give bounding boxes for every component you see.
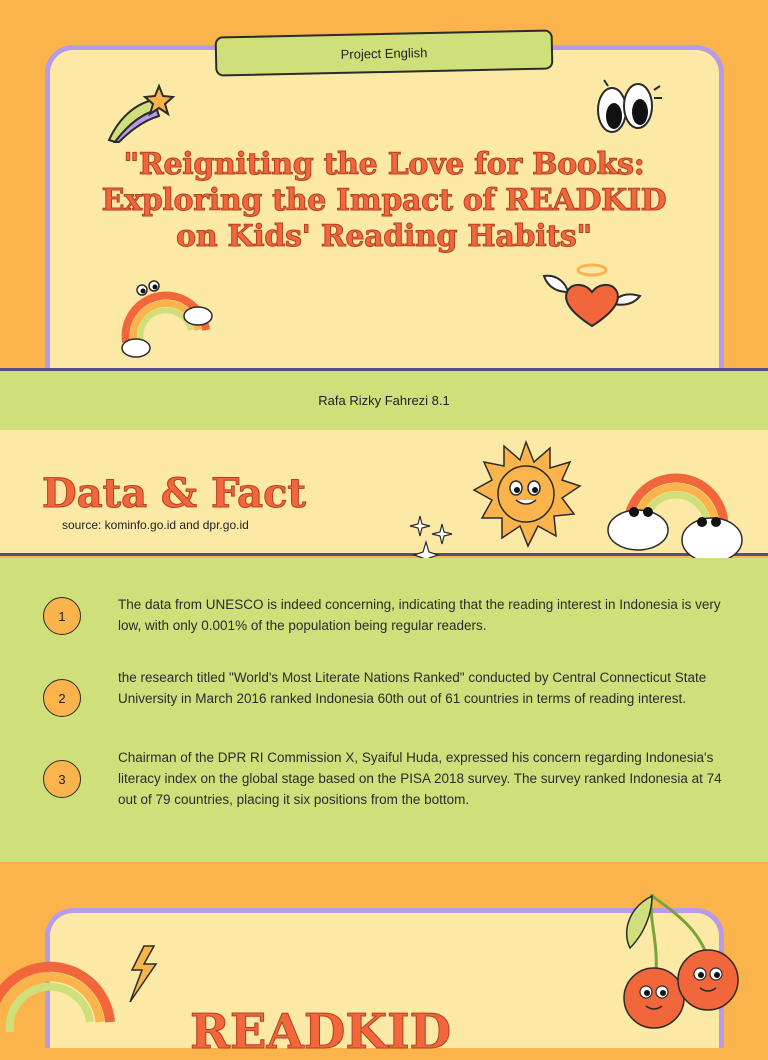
fact-text: Chairman of the DPR RI Commission X, Syaiful Huda, expressed his concern regarding Indonesia's literacy index on the global stage based on the PISA 2018 survey. The survey ranked Indonesia at 74 out of 79 countries, placing it six positions from the bottom. xyxy=(118,750,722,807)
source-text: source: kominfo.go.id and dpr.go.id xyxy=(62,518,249,532)
fact-text: The data from UNESCO is indeed concerning, indicating that the reading interest in Indonesia is very low, with only 0.001% of the population being regular readers. xyxy=(118,597,721,633)
section-title: Data & Fact xyxy=(42,470,306,517)
page-title: "Reigniting the Love for Books: Exploring the Impact of READKID on Kids' Reading Habits" xyxy=(101,147,667,254)
shooting-star-icon xyxy=(105,82,177,144)
cartoon-eyes-icon xyxy=(596,76,664,142)
rainbow-clouds-icon xyxy=(604,462,746,568)
rainbow-icon xyxy=(118,272,214,362)
winged-heart-icon xyxy=(540,262,644,330)
fact-number-badge: 1 xyxy=(43,597,81,635)
author-name: Rafa Rizky Fahrezi 8.1 xyxy=(318,393,450,408)
rainbow-icon xyxy=(0,952,120,1024)
fact-text: the research titled "World's Most Literate Nations Ranked" conducted by Central Connecticut State University in March 2016 ranked Indonesia 60th out of 61 countries in terms of reading interest. xyxy=(118,670,707,706)
author-band xyxy=(0,368,768,430)
fact-number-badge: 2 xyxy=(43,679,81,717)
fact-number-badge: 3 xyxy=(43,760,81,798)
cherries-icon xyxy=(618,888,742,1024)
sun-icon xyxy=(470,440,582,550)
project-tag: Project English xyxy=(215,29,554,76)
next-section-title: READKID xyxy=(190,1004,452,1060)
lightning-icon xyxy=(122,944,166,1004)
